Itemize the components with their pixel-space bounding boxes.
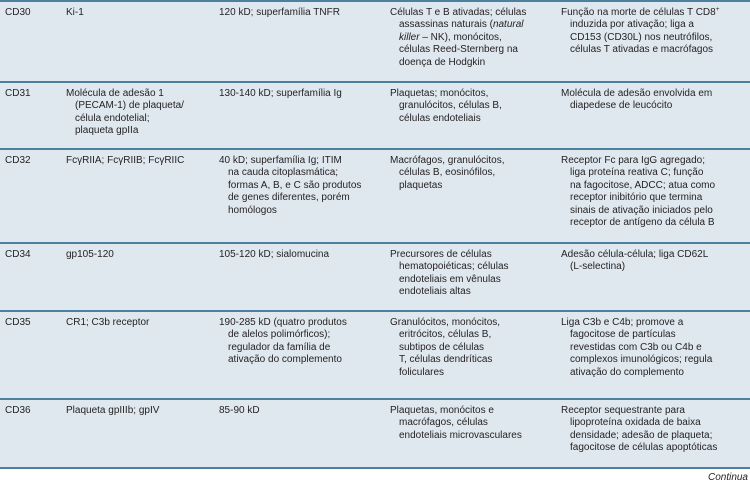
cd-code: CD34 <box>5 249 31 260</box>
function-cell: Liga C3b e C4b; promove a fagocitose de partículas revestidas com C3b ou C4b e complexos imunológicos; regula ativação do complemento <box>561 317 713 378</box>
molecule-name: gp105-120 <box>66 249 114 260</box>
distribution-cell: Células T e B ativadas; células assassinas naturais (natural killer – NK), monócitos, células Reed-Sternberg na doença de Hodgkin <box>390 7 527 68</box>
cd-code: CD32 <box>5 155 31 166</box>
function-cell: Receptor sequestrante para lipoproteína oxidada de baixa densidade; adesão de plaqueta; fagocitose de células apoptóticas <box>561 405 718 454</box>
distribution-cell: Granulócitos, monócitos, eritrócitos, células B, subtipos de células T, células dendríticas foliculares <box>390 317 501 378</box>
distribution-cell: Macrófagos, granulócitos, células B, eosinófilos, plaquetas <box>390 155 505 191</box>
structure-cell: 120 kD; superfamília TNFR <box>219 7 340 18</box>
molecule-name: Plaqueta gpIIIb; gpIV <box>66 405 160 416</box>
distribution-cell: Plaquetas; monócitos, granulócitos, células B, células endoteliais <box>390 88 502 124</box>
function-cell: Adesão célula-célula; liga CD62L (L-selectina) <box>561 249 709 273</box>
molecule-name: CR1; C3b receptor <box>66 317 150 328</box>
table-row <box>0 148 750 244</box>
molecule-name: Ki-1 <box>66 7 84 18</box>
cd-code: CD30 <box>5 7 31 18</box>
molecule-name: Molécula de adesão 1 (PECAM-1) de plaqueta/ célula endotelial; plaqueta gpIIa <box>66 88 184 137</box>
structure-cell: 190-285 kD (quatro produtos de alelos polimórficos); regulador da família de ativação do complemento <box>219 317 347 366</box>
structure-cell: 85-90 kD <box>219 405 260 416</box>
structure-cell: 130-140 kD; superfamília Ig <box>219 88 342 99</box>
continued-label: Continua <box>707 472 748 483</box>
function-cell: Molécula de adesão envolvida em diapedese de leucócito <box>561 88 713 112</box>
distribution-cell: Plaquetas, monócitos e macrófagos, células endoteliais microvasculares <box>390 405 522 441</box>
table-row <box>0 242 750 312</box>
table-row <box>0 398 750 469</box>
table-row <box>0 81 750 150</box>
cd-code: CD31 <box>5 88 31 99</box>
function-cell: Receptor Fc para IgG agregado; liga proteína reativa C; função na fagocitose, ADCC; atua como receptor inibitório que termina sinais de ativação iniciados pelo receptor de antígeno da célula B <box>561 155 716 229</box>
table-row <box>0 0 750 83</box>
cd-code: CD36 <box>5 405 31 416</box>
table-bottom-rule <box>0 467 750 469</box>
structure-cell: 105-120 kD; sialomucina <box>219 249 330 260</box>
molecule-name: FcγRIIA; FcγRIIB; FcγRIIC <box>66 155 185 166</box>
structure-cell: 40 kD; superfamília Ig; ITIM na cauda citoplasmática; formas A, B, e C são produtos de genes diferentes, porém homólogos <box>219 155 362 216</box>
cd-code: CD35 <box>5 317 31 328</box>
distribution-cell: Precursores de células hematopoiéticas; células endoteliais em vênulas endoteliais altas <box>390 249 509 298</box>
table-row <box>0 310 750 400</box>
function-cell: Função na morte de células T CD8+ induzida por ativação; liga a CD153 (CD30L) nos neutrófilos, células T ativadas e macrófagos <box>561 6 720 56</box>
